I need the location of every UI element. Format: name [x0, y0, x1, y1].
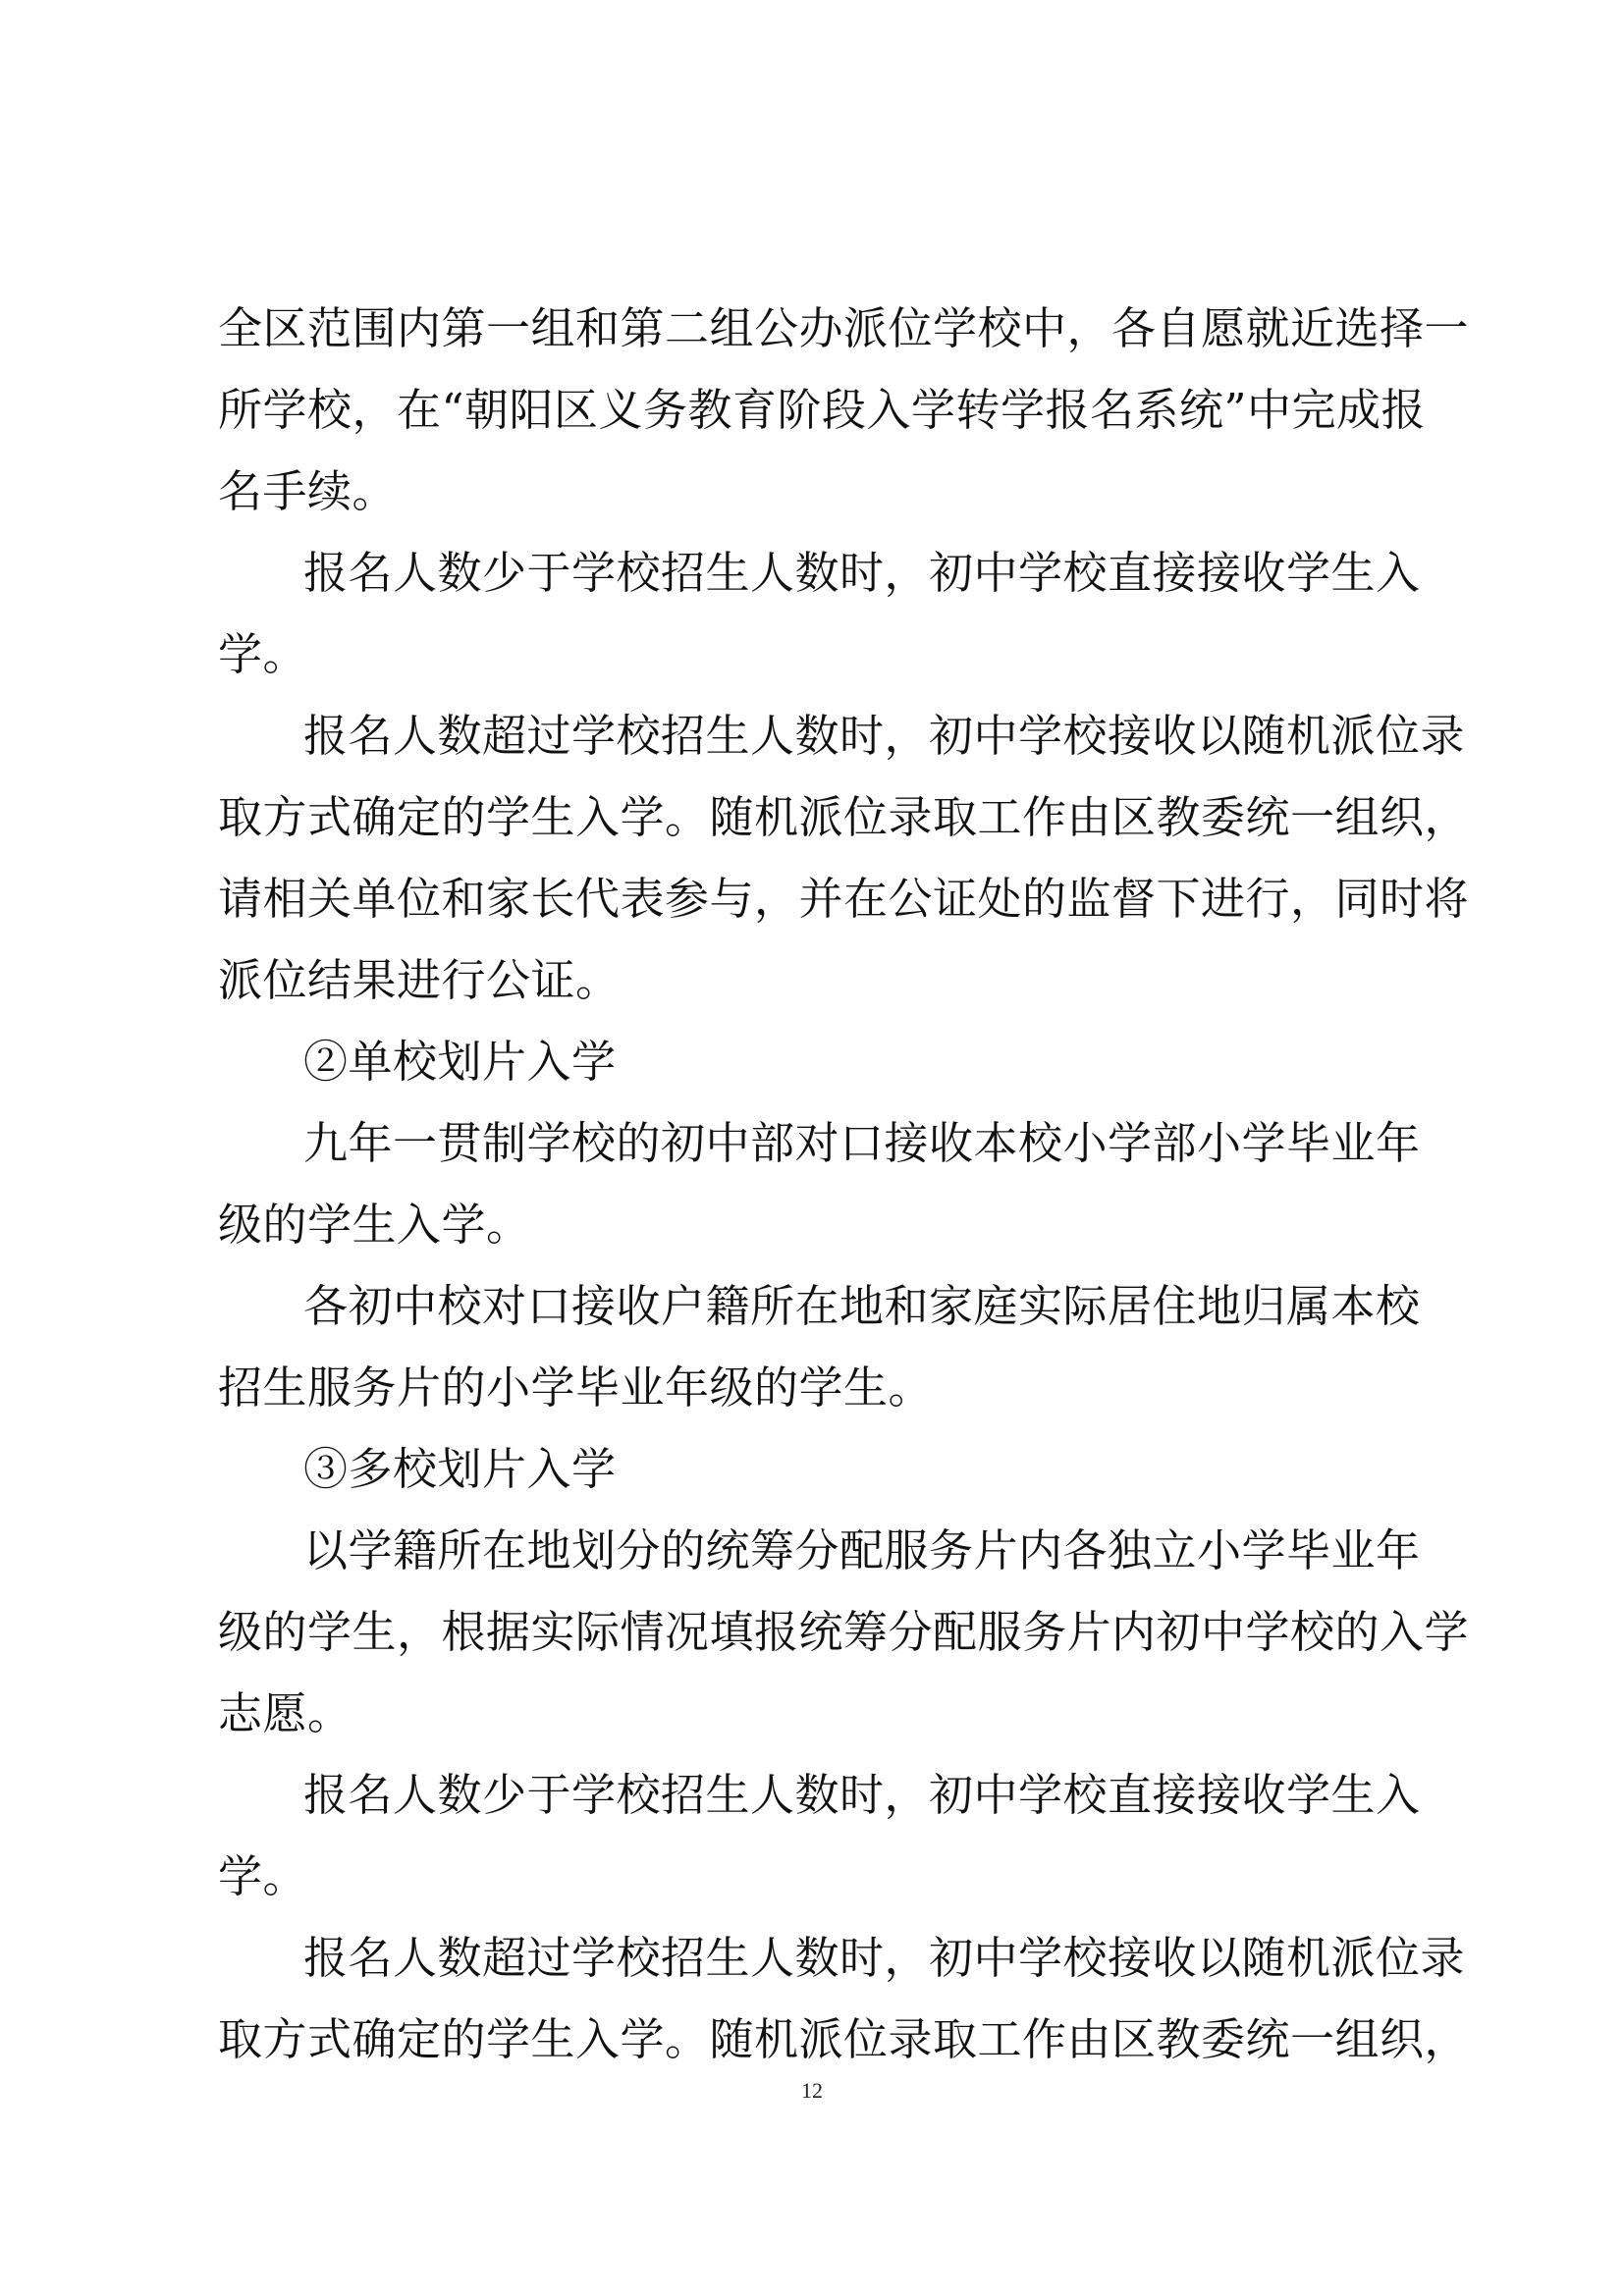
- paragraph-line: 报名人数少于学校招生人数时，初中学校直接接收学生入: [303, 547, 1421, 599]
- paragraph-line: 派位结果进行公证。: [218, 954, 621, 1006]
- paragraph-line: 级的学生入学。: [218, 1199, 531, 1251]
- section-heading: ③多校划片入学: [303, 1443, 617, 1495]
- page-number: 12: [801, 2078, 823, 2103]
- paragraph-line: 名手续。: [218, 465, 398, 517]
- paragraph-line: 学。: [218, 1850, 308, 1902]
- paragraph-line: 级的学生，根据实际情况填报统筹分配服务片内初中学校的入学: [218, 1606, 1470, 1658]
- paragraph-line: 所学校，在“朝阳区义务教育阶段入学转学报名系统”中完成报: [218, 384, 1427, 436]
- paragraph-line: 各初中校对口接收户籍所在地和家庭实际居住地归属本校: [303, 1280, 1421, 1332]
- section-heading: ②单校划片入学: [303, 1036, 617, 1088]
- paragraph-line: 报名人数少于学校招生人数时，初中学校直接接收学生入: [303, 1769, 1421, 1821]
- paragraph-line: 取方式确定的学生入学。随机派位录取工作由区教委统一组织，: [218, 791, 1470, 843]
- paragraph-line: 学。: [218, 628, 308, 680]
- paragraph-line: 报名人数超过学校招生人数时，初中学校接收以随机派位录: [303, 710, 1466, 762]
- paragraph-line: 请相关单位和家长代表参与，并在公证处的监督下进行，同时将: [218, 873, 1470, 925]
- paragraph-line: 招生服务片的小学毕业年级的学生。: [218, 1362, 934, 1414]
- paragraph-line: 报名人数超过学校招生人数时，初中学校接收以随机派位录: [303, 1932, 1466, 1984]
- paragraph-line: 九年一贯制学校的初中部对口接收本校小学部小学毕业年: [303, 1117, 1421, 1169]
- paragraph-line: 以学籍所在地划分的统筹分配服务片内各独立小学毕业年: [303, 1524, 1421, 1576]
- paragraph-line: 取方式确定的学生入学。随机派位录取工作由区教委统一组织，: [218, 2013, 1470, 2065]
- paragraph-line: 全区范围内第一组和第二组公办派位学校中，各自愿就近选择一: [218, 302, 1470, 354]
- paragraph-line: 志愿。: [218, 1687, 352, 1739]
